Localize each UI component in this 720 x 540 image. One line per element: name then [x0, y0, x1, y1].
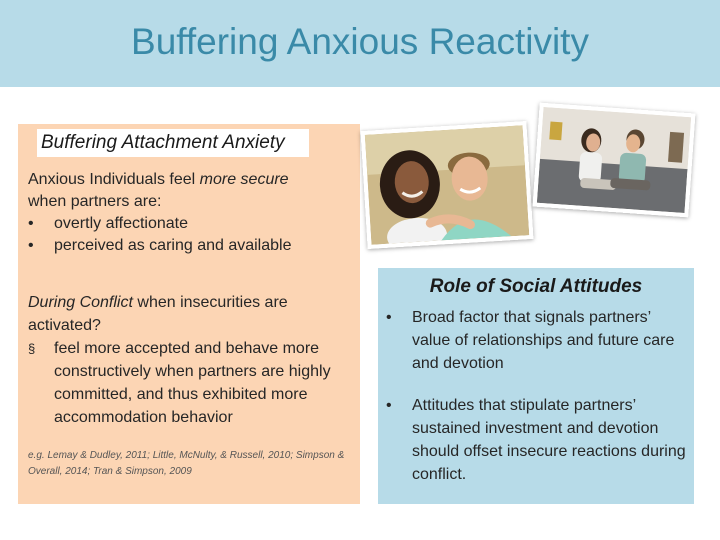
bullet-text: Broad factor that signals partners’ value of relationships and future care and devotion — [412, 309, 675, 372]
couple-on-couch-photo — [533, 103, 696, 218]
attachment-anxiety-heading: Buffering Attachment Anxiety — [37, 129, 309, 157]
couple-photo — [361, 121, 534, 249]
conflict-text — [28, 291, 354, 429]
bullet-icon: • — [386, 309, 392, 326]
conflict-line — [28, 291, 354, 337]
title-bar — [0, 0, 720, 87]
bullet-text: overtly affectionate — [54, 215, 189, 232]
bullet-text: Attitudes that stipulate partners’ sustained investment and devotion should offset insecure reactions during conflict. — [412, 397, 686, 483]
intro-prefix: Anxious Individuals feel — [28, 171, 200, 188]
social-attitudes-heading: Role of Social Attitudes — [429, 276, 643, 297]
attachment-anxiety-panel — [18, 124, 360, 504]
anxious-individuals-text — [28, 169, 358, 257]
list-item — [386, 306, 690, 375]
social-attitudes-panel — [378, 268, 694, 504]
list-item — [28, 235, 358, 257]
slide-title: Buffering Anxious Reactivity — [131, 20, 589, 62]
bullet-icon: • — [28, 215, 34, 232]
square-bullet-icon: § — [28, 341, 36, 356]
social-attitudes-list — [386, 306, 690, 505]
bullet-text: perceived as caring and available — [54, 237, 292, 254]
intro-suffix: when partners are: — [28, 193, 162, 210]
conflict-emphasis: During Conflict — [28, 294, 133, 311]
couple-photo-illustration — [365, 125, 529, 244]
couple-on-couch-illustration — [537, 107, 691, 213]
intro-line — [28, 169, 358, 191]
conflict-question: when insecurities are activated? — [28, 294, 288, 334]
list-item — [28, 337, 354, 429]
citation: e.g. Lemay & Dudley, 2011; Little, McNulty, & Russell, 2010; Simpson & Overall, 2014; Tran & Simpson, 2009 — [28, 450, 345, 477]
bullet-icon: • — [28, 237, 34, 254]
list-item — [28, 213, 358, 235]
intro-emphasis: more secure — [199, 171, 289, 188]
list-item — [386, 394, 690, 486]
conflict-bullet-text: feel more accepted and behave more constructively when partners are highly committed, and thus exhibited more accommodation behavior — [54, 340, 331, 426]
bullet-icon: • — [386, 397, 392, 414]
